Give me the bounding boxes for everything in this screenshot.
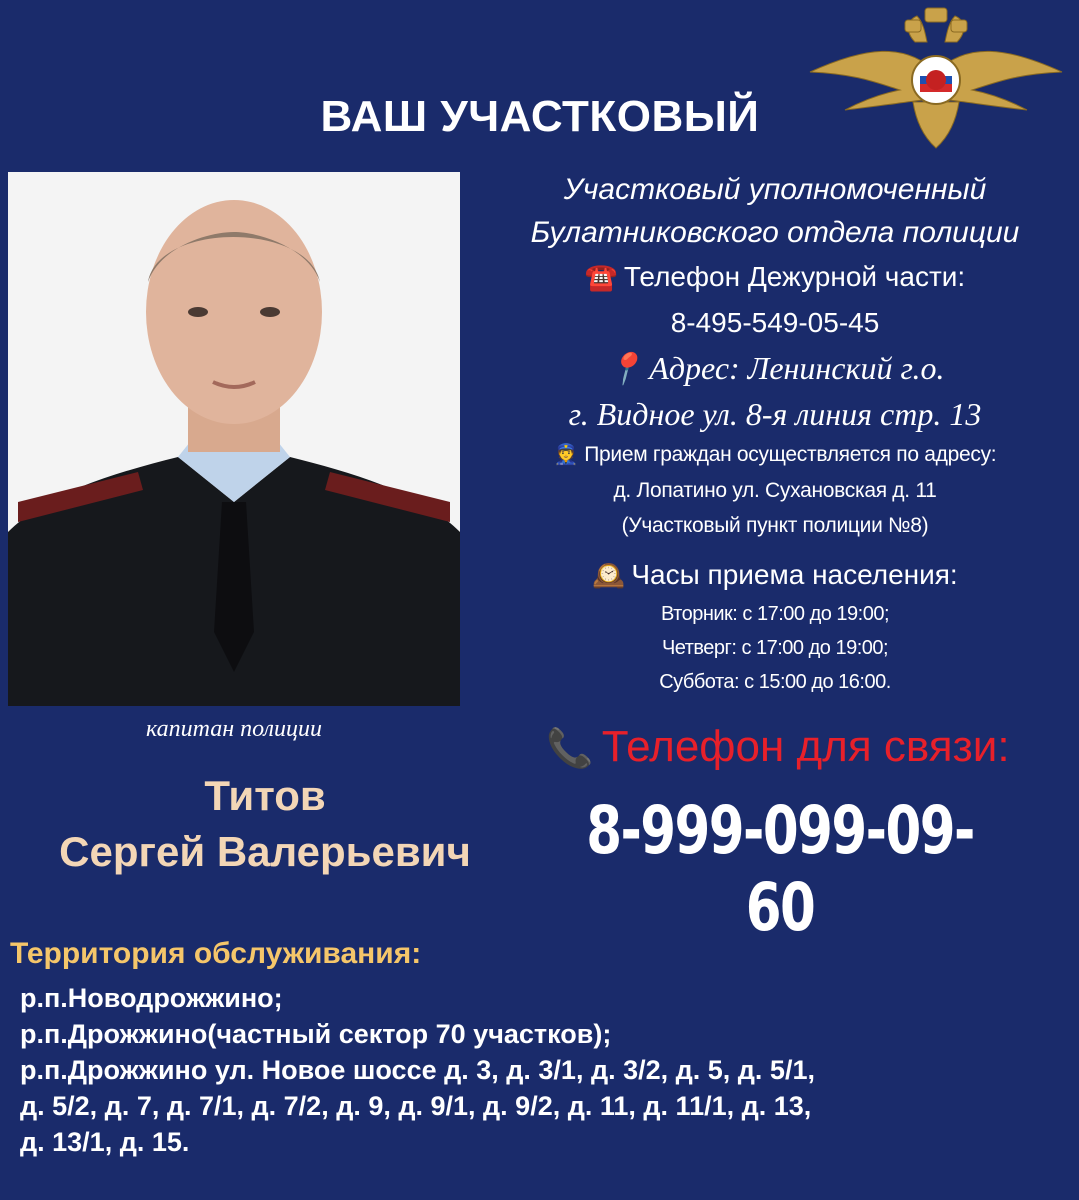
police-officer-icon: 👮 bbox=[553, 444, 579, 466]
address-line-1: Адрес: Ленинский г.о. bbox=[649, 350, 945, 386]
territory-list bbox=[20, 980, 1070, 1160]
officer-photo bbox=[8, 172, 460, 706]
territory-line: р.п.Дрожжино(частный сектор 70 участков); bbox=[20, 1019, 612, 1049]
address-row bbox=[475, 346, 1075, 392]
reception-line-3: (Участковый пункт полиции №8) bbox=[621, 514, 929, 537]
org-line-1: Участковый уполномоченный bbox=[563, 173, 987, 206]
territory-line: р.п.Новодрожжино; bbox=[20, 983, 283, 1013]
telephone-icon: ☎️ bbox=[584, 262, 618, 292]
contact-phone-label-row bbox=[478, 722, 1078, 772]
org-line-2: Булатниковского отдела полиции bbox=[530, 216, 1020, 249]
officer-surname: Титов bbox=[204, 772, 326, 819]
hours-title: Часы приема населения: bbox=[631, 559, 958, 590]
contact-phone-number[interactable]: 8-999-099-09-60 bbox=[586, 792, 974, 946]
duty-phone: 8-495-549-05-45 bbox=[670, 307, 880, 338]
territory-line: д. 13/1, д. 15. bbox=[20, 1127, 190, 1157]
officer-name bbox=[0, 768, 530, 880]
hours-row: Вторник: с 17:00 до 19:00; bbox=[660, 603, 890, 625]
reception-line-2: д. Лопатино ул. Сухановская д. 11 bbox=[613, 479, 937, 502]
officer-given-names: Сергей Валерьевич bbox=[59, 828, 471, 875]
territory-line: р.п.Дрожжино ул. Новое шоссе д. 3, д. 3/1, д. 3/2, д. 5, д. 5/1, bbox=[20, 1055, 815, 1085]
territory-line: д. 5/2, д. 7, д. 7/1, д. 7/2, д. 9, д. 9/1, д. 9/2, д. 11, д. 11/1, д. 13, bbox=[20, 1091, 812, 1121]
phone-receiver-icon: 📞 bbox=[546, 728, 594, 770]
reception-label: Прием граждан осуществляется по адресу: bbox=[584, 443, 997, 466]
hours-title-row bbox=[475, 553, 1075, 597]
duty-phone-label: Телефон Дежурной части: bbox=[623, 261, 966, 292]
duty-phone-label-row bbox=[475, 254, 1075, 300]
clock-icon: 🕰️ bbox=[592, 560, 626, 590]
info-block bbox=[475, 168, 1075, 699]
hours-row: Четверг: с 17:00 до 19:00; bbox=[661, 637, 889, 659]
officer-rank: капитан полиции bbox=[145, 716, 323, 742]
reception-label-row bbox=[475, 437, 1075, 473]
contact-phone-label: Телефон для связи: bbox=[601, 722, 1010, 771]
territory-title: Территория обслуживания: bbox=[10, 937, 422, 970]
pin-icon: 📍 bbox=[605, 352, 644, 386]
address-line-2: г. Видное ул. 8-я линия стр. 13 bbox=[568, 396, 982, 432]
double-headed-eagle-emblem bbox=[805, 2, 1067, 152]
page-title: ВАШ УЧАСТКОВЫЙ bbox=[320, 92, 760, 141]
hours-row: Суббота: с 15:00 до 16:00. bbox=[659, 671, 891, 693]
